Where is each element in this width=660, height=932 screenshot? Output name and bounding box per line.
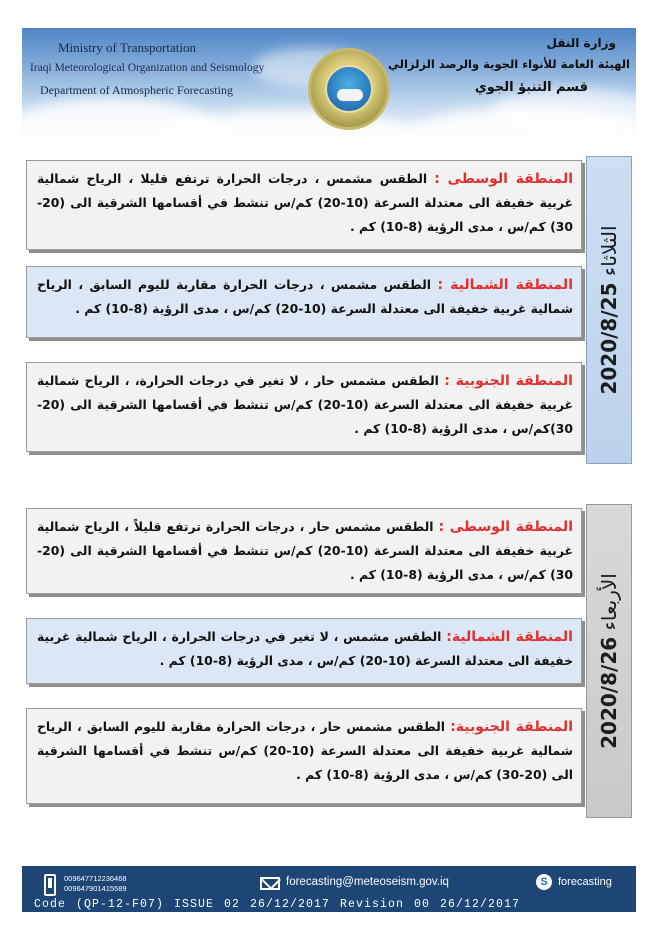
phone-number[interactable]: 009647712236468 — [64, 874, 127, 883]
forecast-text: الطقس مشمس حار ، درجات الحرارة ترتفع قليلاً ، الرياح شمالية غربية خفيفة الى معتدلة السرعة (10-20) كم/س تنشط في أقسامها الشرقية الى (20-30) كم/س ، مدى الرؤية (8-10) كم . — [37, 519, 573, 582]
logo-cloud-icon — [337, 89, 363, 101]
footer-bar — [22, 866, 636, 912]
phone-number[interactable]: 009647901415589 — [64, 884, 127, 893]
date-label: 2020/8/26 — [597, 636, 621, 749]
weekday-label: الثلاثاء — [597, 225, 621, 277]
forecast-box-central — [26, 160, 582, 250]
region-title: المنطقة الشمالية: — [446, 629, 573, 645]
region-title: المنطقة الوسطى : — [438, 519, 573, 535]
day-label — [597, 225, 621, 394]
forecast-text: الطقس مشمس حار ، درجات الحرارة مقاربة لليوم السابق ، الرياح شمالية غربية خفيفة الى معتدلة السرعة (10-20) كم/س تنشط في أقسامها الشرقية الى (20-30) كم/س ، مدى الرؤية (8-10) كم . — [37, 719, 573, 782]
envelope-icon — [260, 877, 280, 890]
forecast-box-north — [26, 266, 582, 338]
email-link[interactable]: forecasting@meteoseism.gov.iq — [286, 876, 449, 888]
forecast-text: الطقس مشمس حار ، لا تغير في درجات الحرارة، ، الرياح شمالية غربية خفيفة الى معتدلة السرعة (10-20) كم/س تنشط في أقسامها الشرقية الى (20-30)كم/س ، مدى الرؤية (8-10) كم . — [37, 373, 573, 436]
phone-numbers — [64, 874, 127, 894]
forecast-box-south — [26, 362, 582, 452]
region-title: المنطقة الوسطى : — [434, 171, 573, 187]
region-title: المنطقة الشمالية : — [437, 277, 573, 293]
forecast-text: الطقس مشمس ، درجات الحرارة ترتفع قليلا ، الرياح شمالية غربية خفيفة الى معتدلة السرعة (10-20) كم/س تنشط في أقسامها الشرقية الى (20-30) كم/س ، مدى الرؤية (8-10) كم . — [37, 171, 573, 234]
department-name-en: Department of Atmospheric Forecasting — [40, 83, 233, 97]
forecast-box-south — [26, 708, 582, 804]
mobile-phone-icon — [44, 874, 56, 896]
organization-name-ar: الهيئة العامة للأنواء الجوية والرصد الزلزالي — [388, 57, 630, 71]
region-title: المنطقة الجنوبية: — [450, 719, 573, 735]
forecast-text: الطقس مشمس ، درجات الحرارة مقاربة لليوم السابق ، الرياح شمالية غربية خفيفة الى معتدلة السرعة (10-20) كم/س ، مدى الرؤية (8-10) كم . — [37, 277, 573, 316]
organization-name-en: Iraqi Meteorological Organization and Seismology — [30, 62, 265, 74]
day-panel-wednesday — [586, 504, 632, 818]
document-code: Code (QP-12-F07) ISSUE 02 26/12/2017 Revision 00 26/12/2017 — [34, 898, 521, 911]
forecast-box-north — [26, 618, 582, 684]
department-name-ar: قسم التنبؤ الجوي — [474, 80, 588, 95]
header-banner — [22, 28, 636, 146]
skype-icon: S — [536, 874, 552, 890]
weekday-label: الأربعاء — [597, 573, 621, 631]
date-label: 2020/8/25 — [597, 282, 621, 395]
forecast-text: الطقس مشمس ، لا تغير في درجات الحرارة ، الرياح شمالية غربية خفيفة الى معتدلة السرعة (10-20) كم/س ، مدى الرؤية (8-10) كم . — [37, 629, 573, 668]
forecast-box-central — [26, 508, 582, 594]
ministry-name-en: Ministry of Transportation — [58, 40, 196, 55]
skype-id[interactable]: forecasting — [558, 876, 612, 888]
organization-logo-icon — [308, 48, 390, 130]
day-panel-tuesday — [586, 156, 632, 464]
day-label — [597, 573, 621, 749]
logo-globe — [325, 65, 373, 113]
region-title: المنطقة الجنوبية : — [444, 373, 573, 389]
ministry-name-ar: وزارة النقل — [546, 36, 616, 50]
